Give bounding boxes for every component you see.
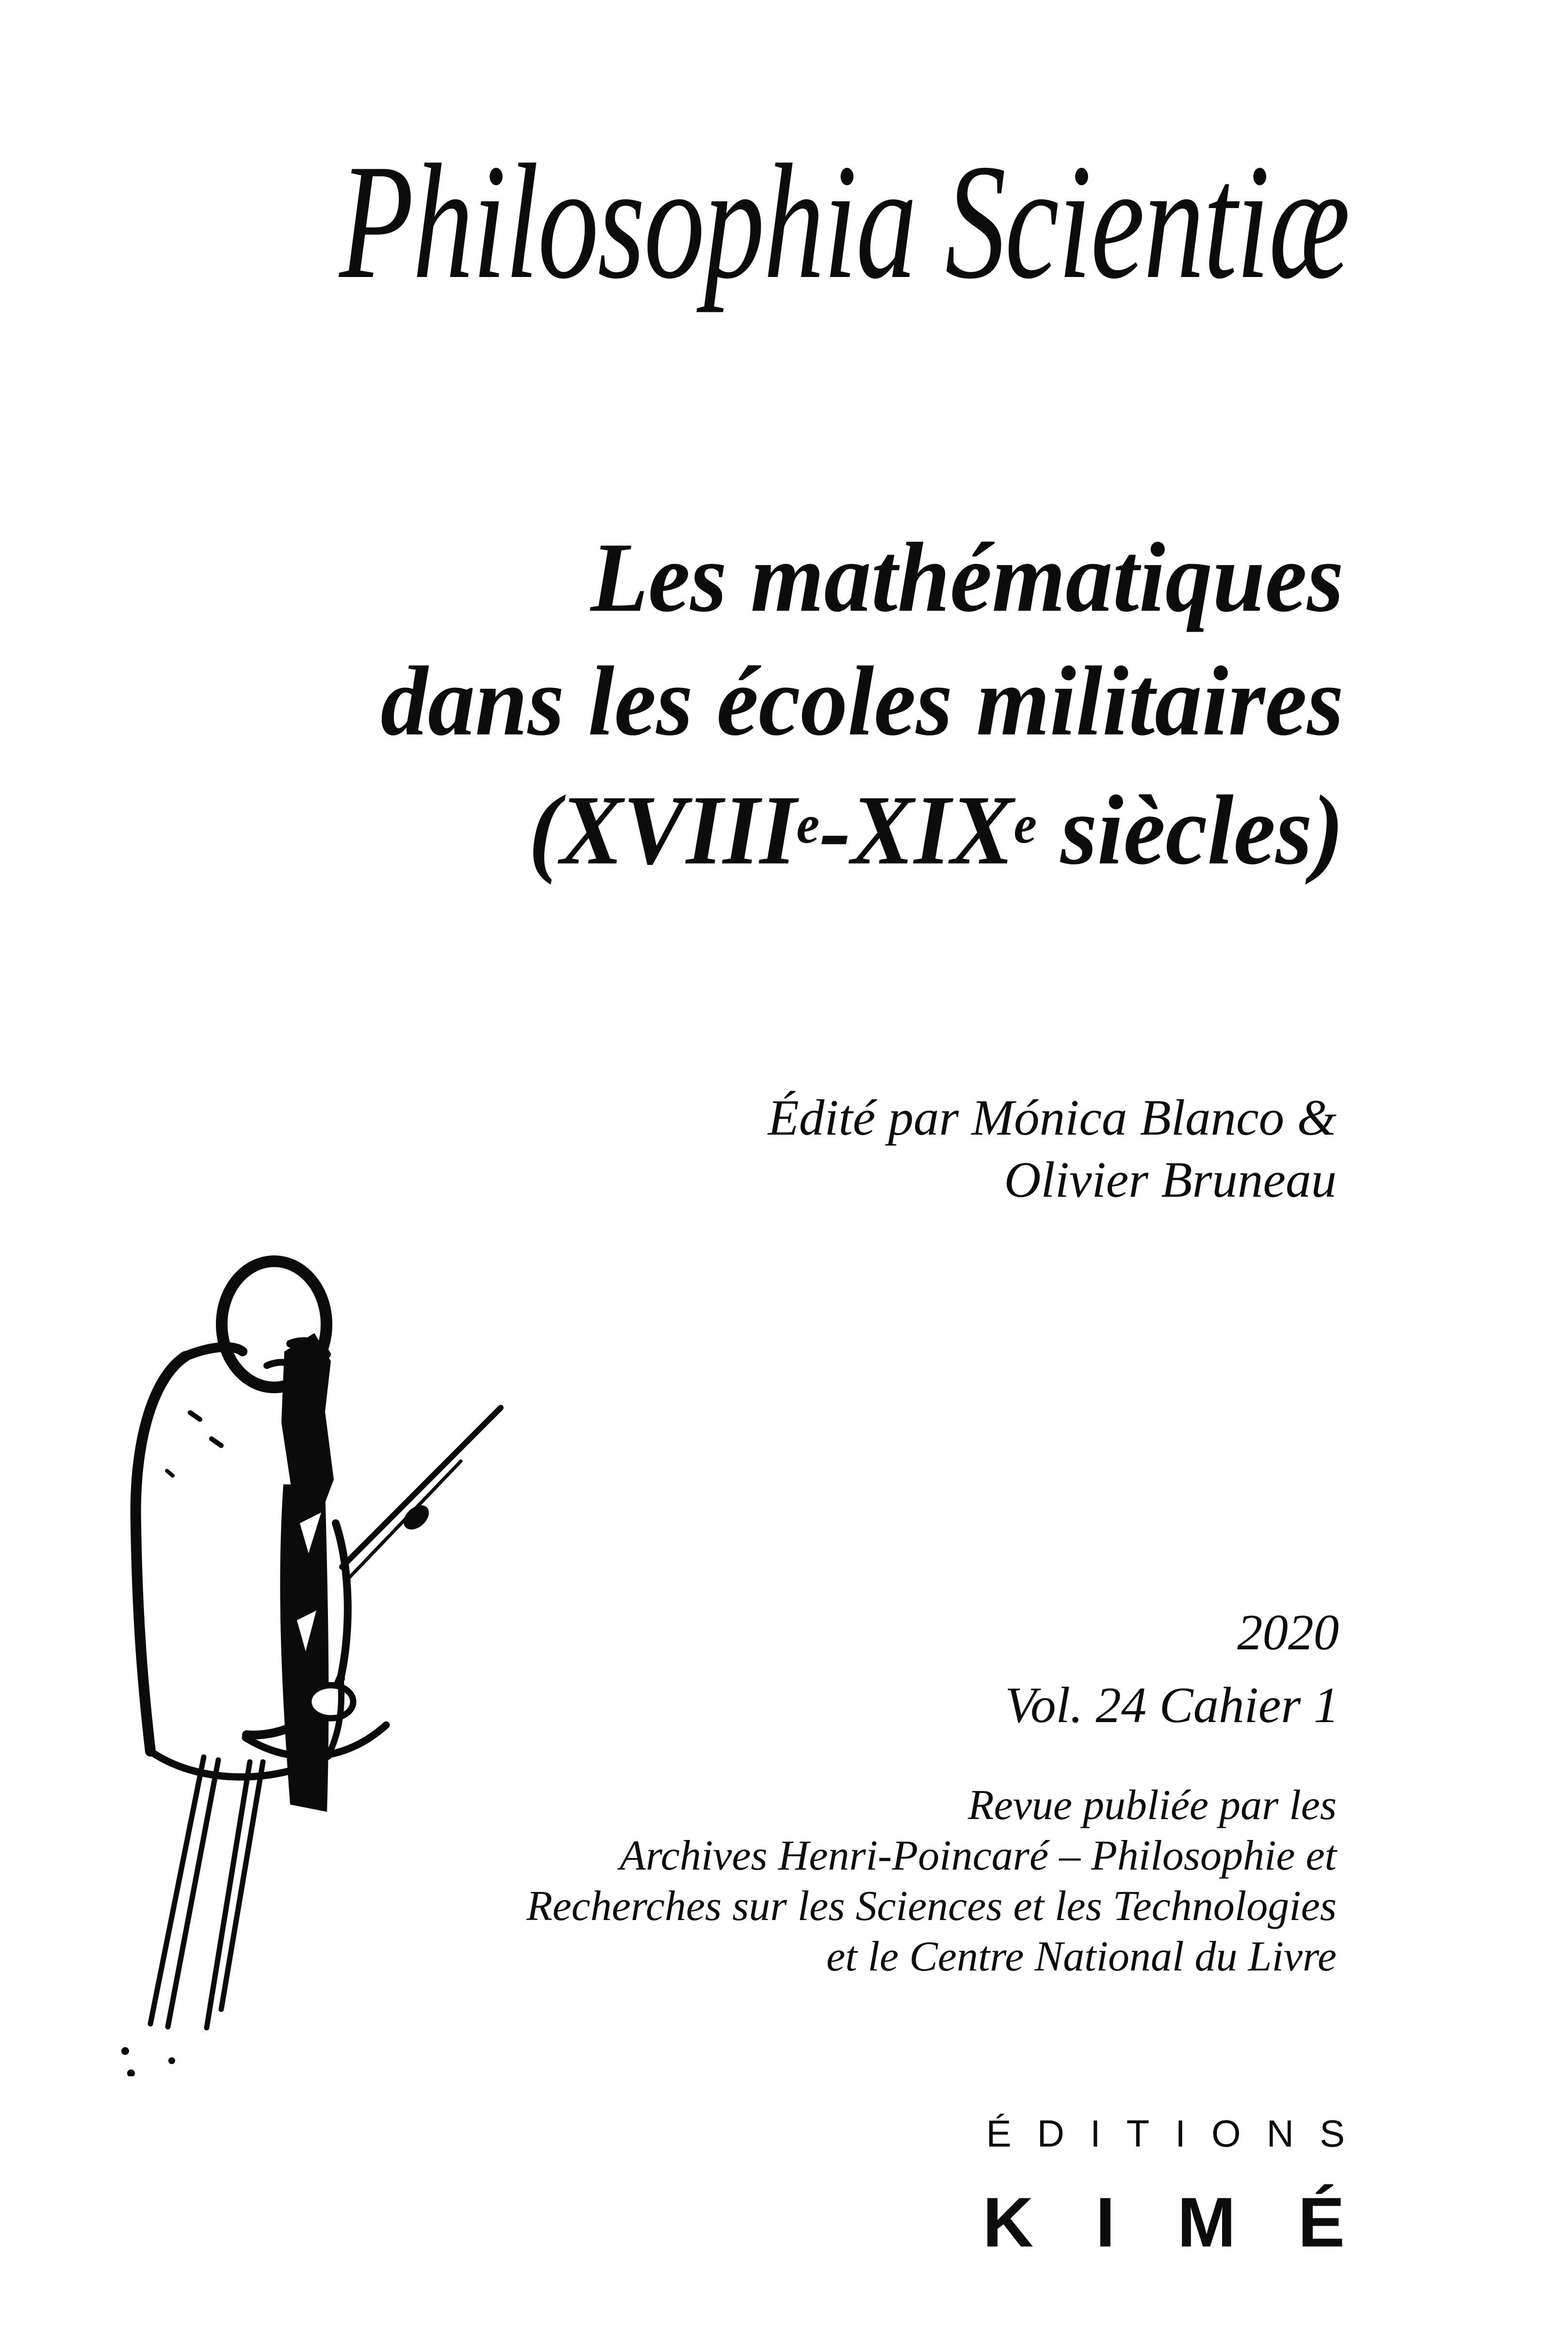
issue-year: 2020 xyxy=(1237,1604,1339,1660)
back-outline-shape xyxy=(136,1356,185,1751)
subtitle-line-1: Les mathématiques xyxy=(590,522,1344,633)
subtitle-line-2: dans les écoles militaires xyxy=(380,646,1344,756)
issue-subtitle xyxy=(381,516,1344,892)
publisher-note xyxy=(526,1780,1337,1982)
publisher-editions-wordmark: ÉDITIONS xyxy=(986,2112,1371,2155)
century-range-mid: -XIX xyxy=(819,775,1014,885)
hand-shape xyxy=(309,1685,353,1718)
century-superscript-2: e xyxy=(1013,795,1037,855)
publisher-note-line-2: Archives Henri-Poincaré – Philosophie et xyxy=(620,1832,1337,1879)
century-superscript-1: e xyxy=(796,795,820,855)
stick-shape xyxy=(342,1408,501,1567)
editors-line-1: Édité par Mónica Blanco & xyxy=(768,1089,1337,1146)
editors-credit xyxy=(768,1087,1337,1211)
subtitle-line-3 xyxy=(381,763,1344,892)
issue-volume: Vol. 24 Cahier 1 xyxy=(1005,1677,1339,1733)
journal-title: Philosophia Scientiæ xyxy=(339,130,1349,313)
leg-line-3 xyxy=(207,1762,250,2028)
chest-outline-shape xyxy=(336,1523,348,1678)
publisher-note-line-3: Recherches sur les Sciences et les Technologies xyxy=(526,1883,1337,1930)
century-range-close: siècles) xyxy=(1037,775,1344,885)
issue-identification xyxy=(1005,1596,1339,1742)
publisher-kime-wordmark: KIMÉ xyxy=(982,2183,1407,2262)
editors-line-2: Olivier Bruneau xyxy=(1004,1151,1337,1208)
reading-man-illustration xyxy=(121,1252,509,2076)
publisher-note-line-1: Revue publiée par les xyxy=(968,1782,1337,1829)
century-range-open: (XVIII xyxy=(528,775,797,885)
publisher-note-line-4: et le Centre National du Livre xyxy=(826,1933,1337,1980)
